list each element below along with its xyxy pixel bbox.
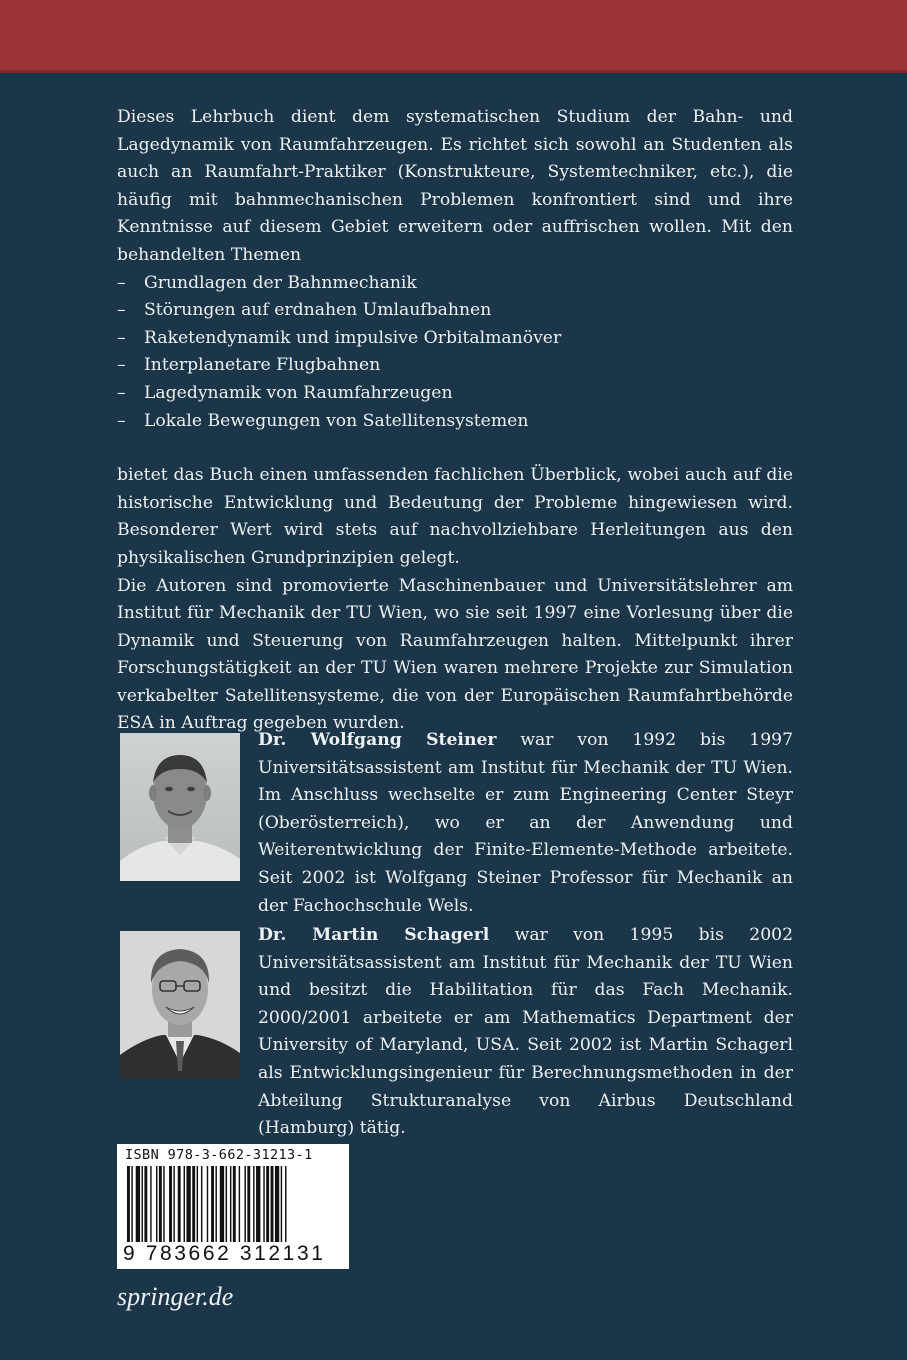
intro-paragraph: Dieses Lehrbuch dient dem systematischen Studium der Bahn- und Lagedynamik von Raumfahrzeugen. Es richtet sich sowohl an Studenten als auch an Raumfahrt-Praktiker (Konstrukteure, Systemtechniker, etc.), die häufig mit bahnmechanischen Problemen konfrontiert sind und ihre Kenntnisse auf diesem Gebiet erweitern oder auffrischen wollen. Mit den behandelten Themen	[117, 107, 793, 265]
topic-item: – Grundlagen der Bahnmechanik	[117, 272, 417, 293]
ean-number: 9 783662 312131	[123, 1242, 326, 1265]
topic-item: – Interplanetare Flugbahnen	[117, 355, 381, 376]
topic-item: – Lagedynamik von Raumfahrzeugen	[117, 382, 453, 403]
topic-item: – Störungen auf erdnahen Umlaufbahnen	[117, 300, 492, 321]
description-block	[117, 104, 793, 738]
author-steiner	[117, 727, 793, 920]
authors-paragraph: Die Autoren sind promovierte Maschinenbauer und Universitätslehrer am Institut für Mechanik der TU Wien, wo sie seit 1997 eine Vorlesung über die Dynamik und Steuerung von Raumfahrzeugen halten. Mittelpunkt ihrer Forschungstätigkeit an der TU Wien waren mehrere Projekte zur Simulation verkabelter Satellitensysteme, die von der Europäischen Raumfahrtbehörde ESA in Auftrag gegeben wurden.	[117, 575, 793, 734]
author-bio-steiner: Dr. Wolfgang Steiner war von 1992 bis 1997 Universitätsassistent am Institut für Mechanik der TU Wien. Im Anschluss wechselte er zum Engineering Center Steyr (Oberösterreich), wo er an der Anwendung und Weiterentwicklung der Finite-Elemente-Methode arbeitete. Seit 2002 ist Wolfgang Steiner Professor für Mechanik an der Fachochschule Wels.	[258, 730, 794, 916]
author-photo-schagerl	[120, 931, 240, 1079]
author-schagerl	[117, 922, 793, 1143]
barcode-bars	[127, 1166, 339, 1242]
publisher-website[interactable]: springer.de	[117, 1282, 234, 1311]
author-name: Dr. Martin Schagerl	[258, 925, 490, 945]
author-bio-schagerl: Dr. Martin Schagerl war von 1995 bis 2002 Universitätsassistent am Institut für Mechanik der TU Wien und besitzt die Habilitation für das Fach Mechanik. 2000/2001 arbeitete er am Mathematics Department der University of Maryland, USA. Seit 2002 ist Martin Schagerl als Entwicklungsingenieur für Berechnungsmethoden in der Abteilung Strukturanalyse von Airbus Deutschland (Hamburg) tätig.	[258, 925, 793, 1139]
author-name: Dr. Wolfgang Steiner	[258, 730, 497, 750]
isbn-barcode	[117, 1144, 349, 1269]
isbn-label: ISBN 978-3-662-31213-1	[125, 1147, 313, 1163]
topics-list	[117, 270, 793, 436]
overview-paragraph: bietet das Buch einen umfassenden fachlichen Überblick, wobei auch auf die historische Entwicklung und Bedeutung der Probleme hingewiesen wird. Besonderer Wert wird stets auf nachvollziehbare Herleitungen aus den physikalischen Grundprinzipien gelegt.	[117, 465, 793, 568]
author-photo-steiner	[120, 733, 240, 881]
top-band-divider	[0, 70, 907, 73]
top-color-band	[0, 0, 907, 70]
topic-item: – Lokale Bewegungen von Satellitensystemen	[117, 410, 529, 431]
topic-item: – Raketendynamik und impulsive Orbitalmanöver	[117, 327, 562, 348]
